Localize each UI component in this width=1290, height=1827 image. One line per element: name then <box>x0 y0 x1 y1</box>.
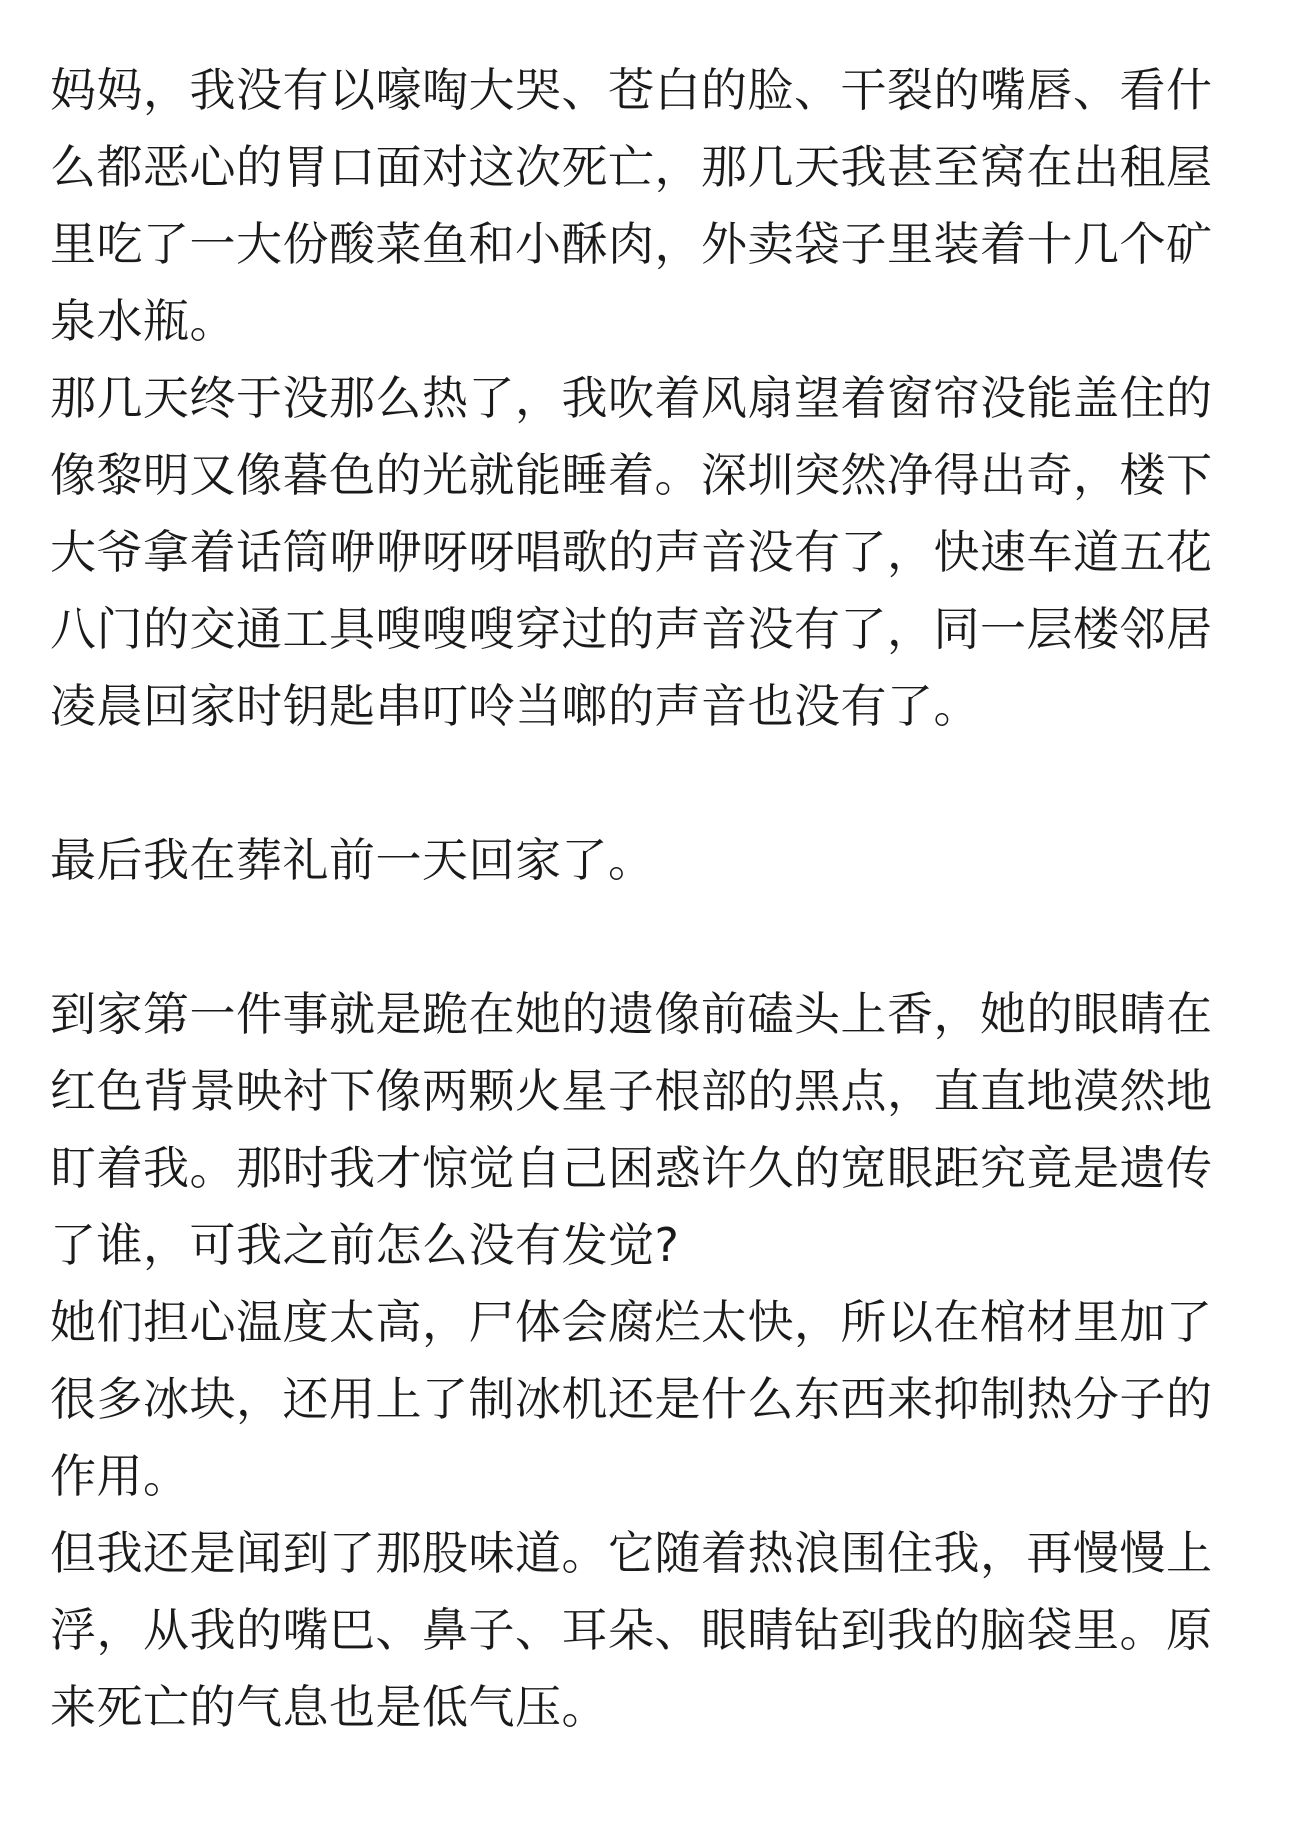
paragraph-1: 妈妈，我没有以嚎啕大哭、苍白的脸、干裂的嘴唇、看什么都恶心的胃口面对这次死亡，那几天我甚至窝在出租屋里吃了一大份酸菜鱼和小酥肉，外卖袋子里装着十几个矿泉水瓶。 <box>50 63 1213 348</box>
paragraph-gap <box>50 899 1240 976</box>
paragraph-gap <box>50 745 1240 822</box>
paragraph-4: 到家第一件事就是跪在她的遗像前磕头上香，她的眼睛在红色背景映衬下像两颗火星子根部的黑点，直直地漠然地盯着我。那时我才惊觉自己困惑许久的宽眼距究竟是遗传了谁，可我之前怎么没有发觉? <box>50 987 1213 1272</box>
paragraph-6: 但我还是闻到了那股味道。它随着热浪围住我，再慢慢上浮，从我的嘴巴、鼻子、耳朵、眼睛钻到我的脑袋里。原来死亡的气息也是低气压。 <box>50 1526 1213 1734</box>
paragraph-5: 她们担心温度太高，尸体会腐烂太快，所以在棺材里加了很多冰块，还用上了制冰机还是什么东西来抑制热分子的作用。 <box>50 1295 1213 1503</box>
paragraph-3: 最后我在葬礼前一天回家了。 <box>50 833 655 887</box>
paragraph-2: 那几天终于没那么热了，我吹着风扇望着窗帘没能盖住的像黎明又像暮色的光就能睡着。深圳突然净得出奇，楼下大爷拿着话筒咿咿呀呀唱歌的声音没有了，快速车道五花八门的交通工具嗖嗖嗖穿过的声音没有了，同一层楼邻居凌晨回家时钥匙串叮呤当啷的声音也没有了。 <box>50 371 1213 733</box>
